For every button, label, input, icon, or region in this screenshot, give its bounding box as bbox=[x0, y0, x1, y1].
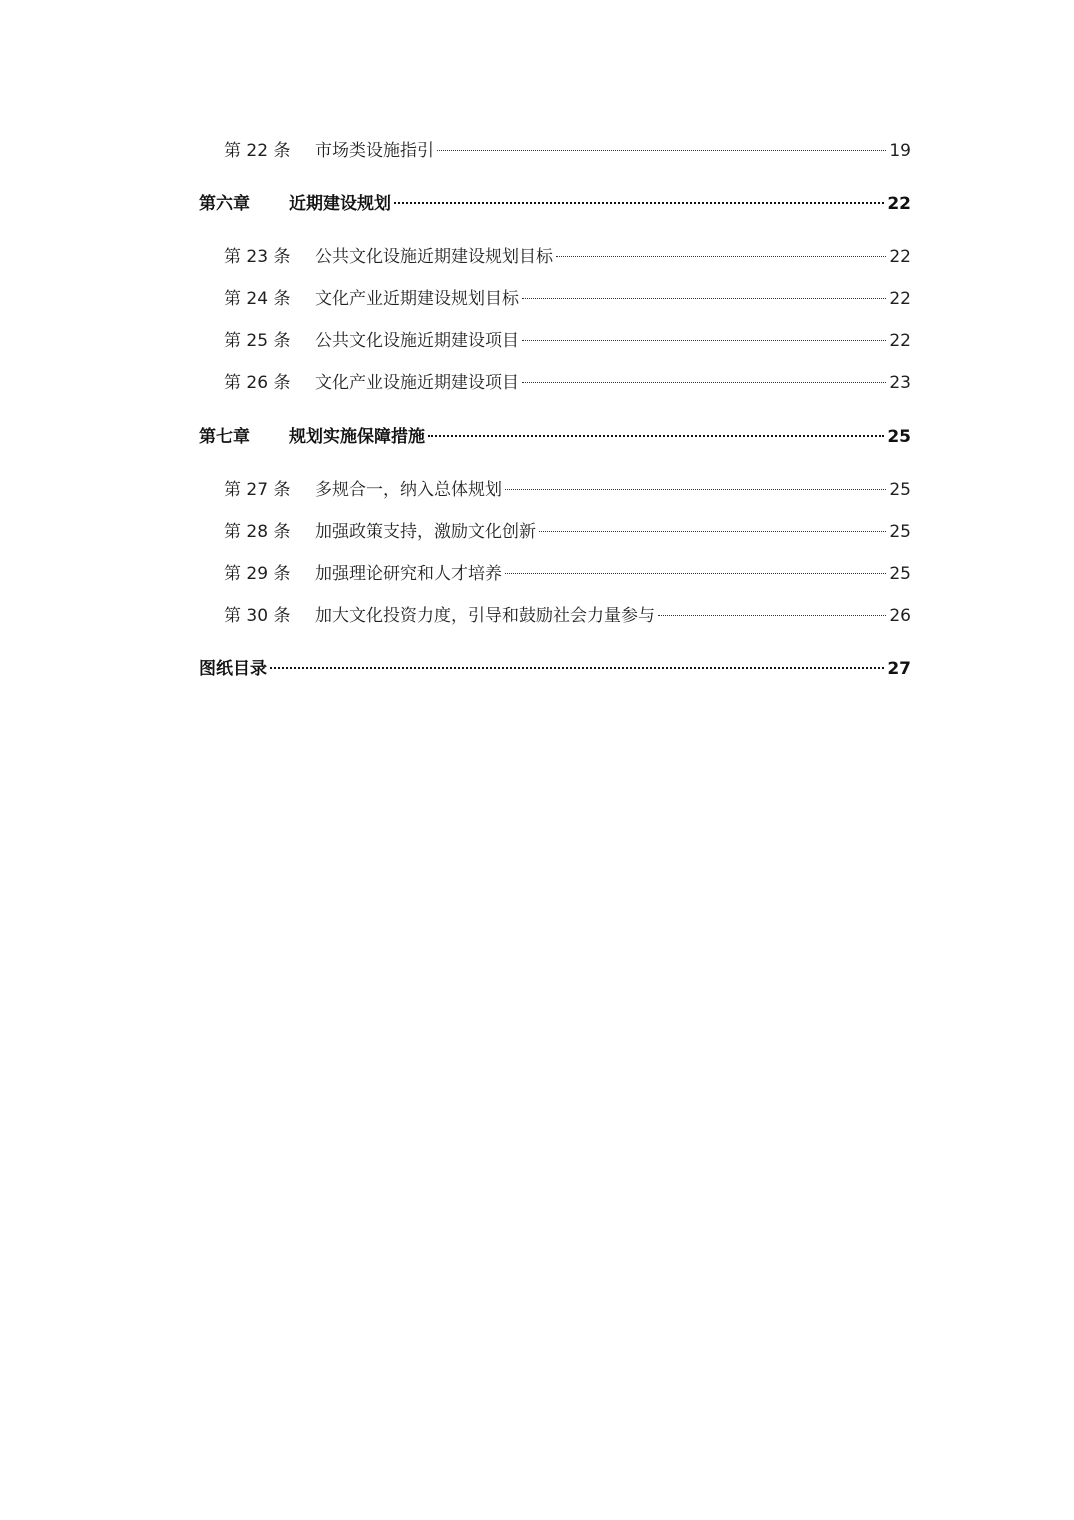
page-number: 25 bbox=[887, 427, 911, 447]
entry-title: 文化产业设施近期建设项目 bbox=[315, 373, 519, 393]
page-number: 22 bbox=[887, 194, 911, 214]
page-number: 22 bbox=[889, 331, 911, 351]
article-number: 第 23 条 bbox=[224, 247, 291, 267]
page-number: 22 bbox=[889, 289, 911, 309]
article-number: 第 26 条 bbox=[224, 373, 291, 393]
toc-entry-article-23[interactable] bbox=[224, 243, 911, 271]
article-number: 第 24 条 bbox=[224, 289, 291, 309]
entry-title: 近期建设规划 bbox=[289, 194, 391, 214]
dot-leader bbox=[394, 202, 884, 204]
article-number: 第 22 条 bbox=[224, 141, 291, 161]
toc-entry-drawings[interactable] bbox=[199, 655, 911, 683]
entry-title: 市场类设施指引 bbox=[315, 141, 434, 161]
page-number: 19 bbox=[889, 141, 911, 161]
toc-entry-article-24[interactable] bbox=[224, 285, 911, 313]
entry-title: 加强政策支持，激励文化创新 bbox=[315, 522, 536, 542]
dot-leader bbox=[556, 256, 886, 257]
article-number: 第 28 条 bbox=[224, 522, 291, 542]
entry-title: 加强理论研究和人才培养 bbox=[315, 564, 502, 584]
entry-title: 文化产业近期建设规划目标 bbox=[315, 289, 519, 309]
toc-entry-article-25[interactable] bbox=[224, 327, 911, 355]
dot-leader bbox=[270, 667, 884, 669]
toc-entry-chapter-6[interactable] bbox=[199, 190, 911, 218]
dot-leader bbox=[658, 615, 886, 616]
entry-title: 规划实施保障措施 bbox=[289, 427, 425, 447]
article-number: 第 30 条 bbox=[224, 606, 291, 626]
toc-entry-article-28[interactable] bbox=[224, 518, 911, 546]
dot-leader bbox=[539, 531, 886, 532]
page-number: 23 bbox=[889, 373, 911, 393]
dot-leader bbox=[522, 382, 886, 383]
page-number: 25 bbox=[889, 522, 911, 542]
page-number: 27 bbox=[887, 659, 911, 679]
page-number: 26 bbox=[889, 606, 911, 626]
toc-entry-article-29[interactable] bbox=[224, 560, 911, 588]
toc-entry-article-30[interactable] bbox=[224, 602, 911, 630]
entry-title: 多规合一，纳入总体规划 bbox=[315, 480, 502, 500]
toc-entry-article-27[interactable] bbox=[224, 476, 911, 504]
page-number: 25 bbox=[889, 480, 911, 500]
page-number: 25 bbox=[889, 564, 911, 584]
dot-leader bbox=[505, 489, 886, 490]
entry-title: 公共文化设施近期建设规划目标 bbox=[315, 247, 553, 267]
article-number: 第 25 条 bbox=[224, 331, 291, 351]
article-number: 第 29 条 bbox=[224, 564, 291, 584]
entry-title: 公共文化设施近期建设项目 bbox=[315, 331, 519, 351]
chapter-number: 第六章 bbox=[199, 194, 250, 214]
dot-leader bbox=[505, 573, 886, 574]
dot-leader bbox=[437, 150, 886, 151]
toc-entry-chapter-7[interactable] bbox=[199, 423, 911, 451]
toc-entry-article-22[interactable] bbox=[224, 137, 911, 165]
dot-leader bbox=[522, 340, 886, 341]
entry-title: 加大文化投资力度，引导和鼓励社会力量参与 bbox=[315, 606, 655, 626]
dot-leader bbox=[522, 298, 886, 299]
toc-entry-article-26[interactable] bbox=[224, 369, 911, 397]
page-number: 22 bbox=[889, 247, 911, 267]
entry-title: 图纸目录 bbox=[199, 659, 267, 679]
chapter-number: 第七章 bbox=[199, 427, 250, 447]
dot-leader bbox=[428, 435, 884, 437]
article-number: 第 27 条 bbox=[224, 480, 291, 500]
